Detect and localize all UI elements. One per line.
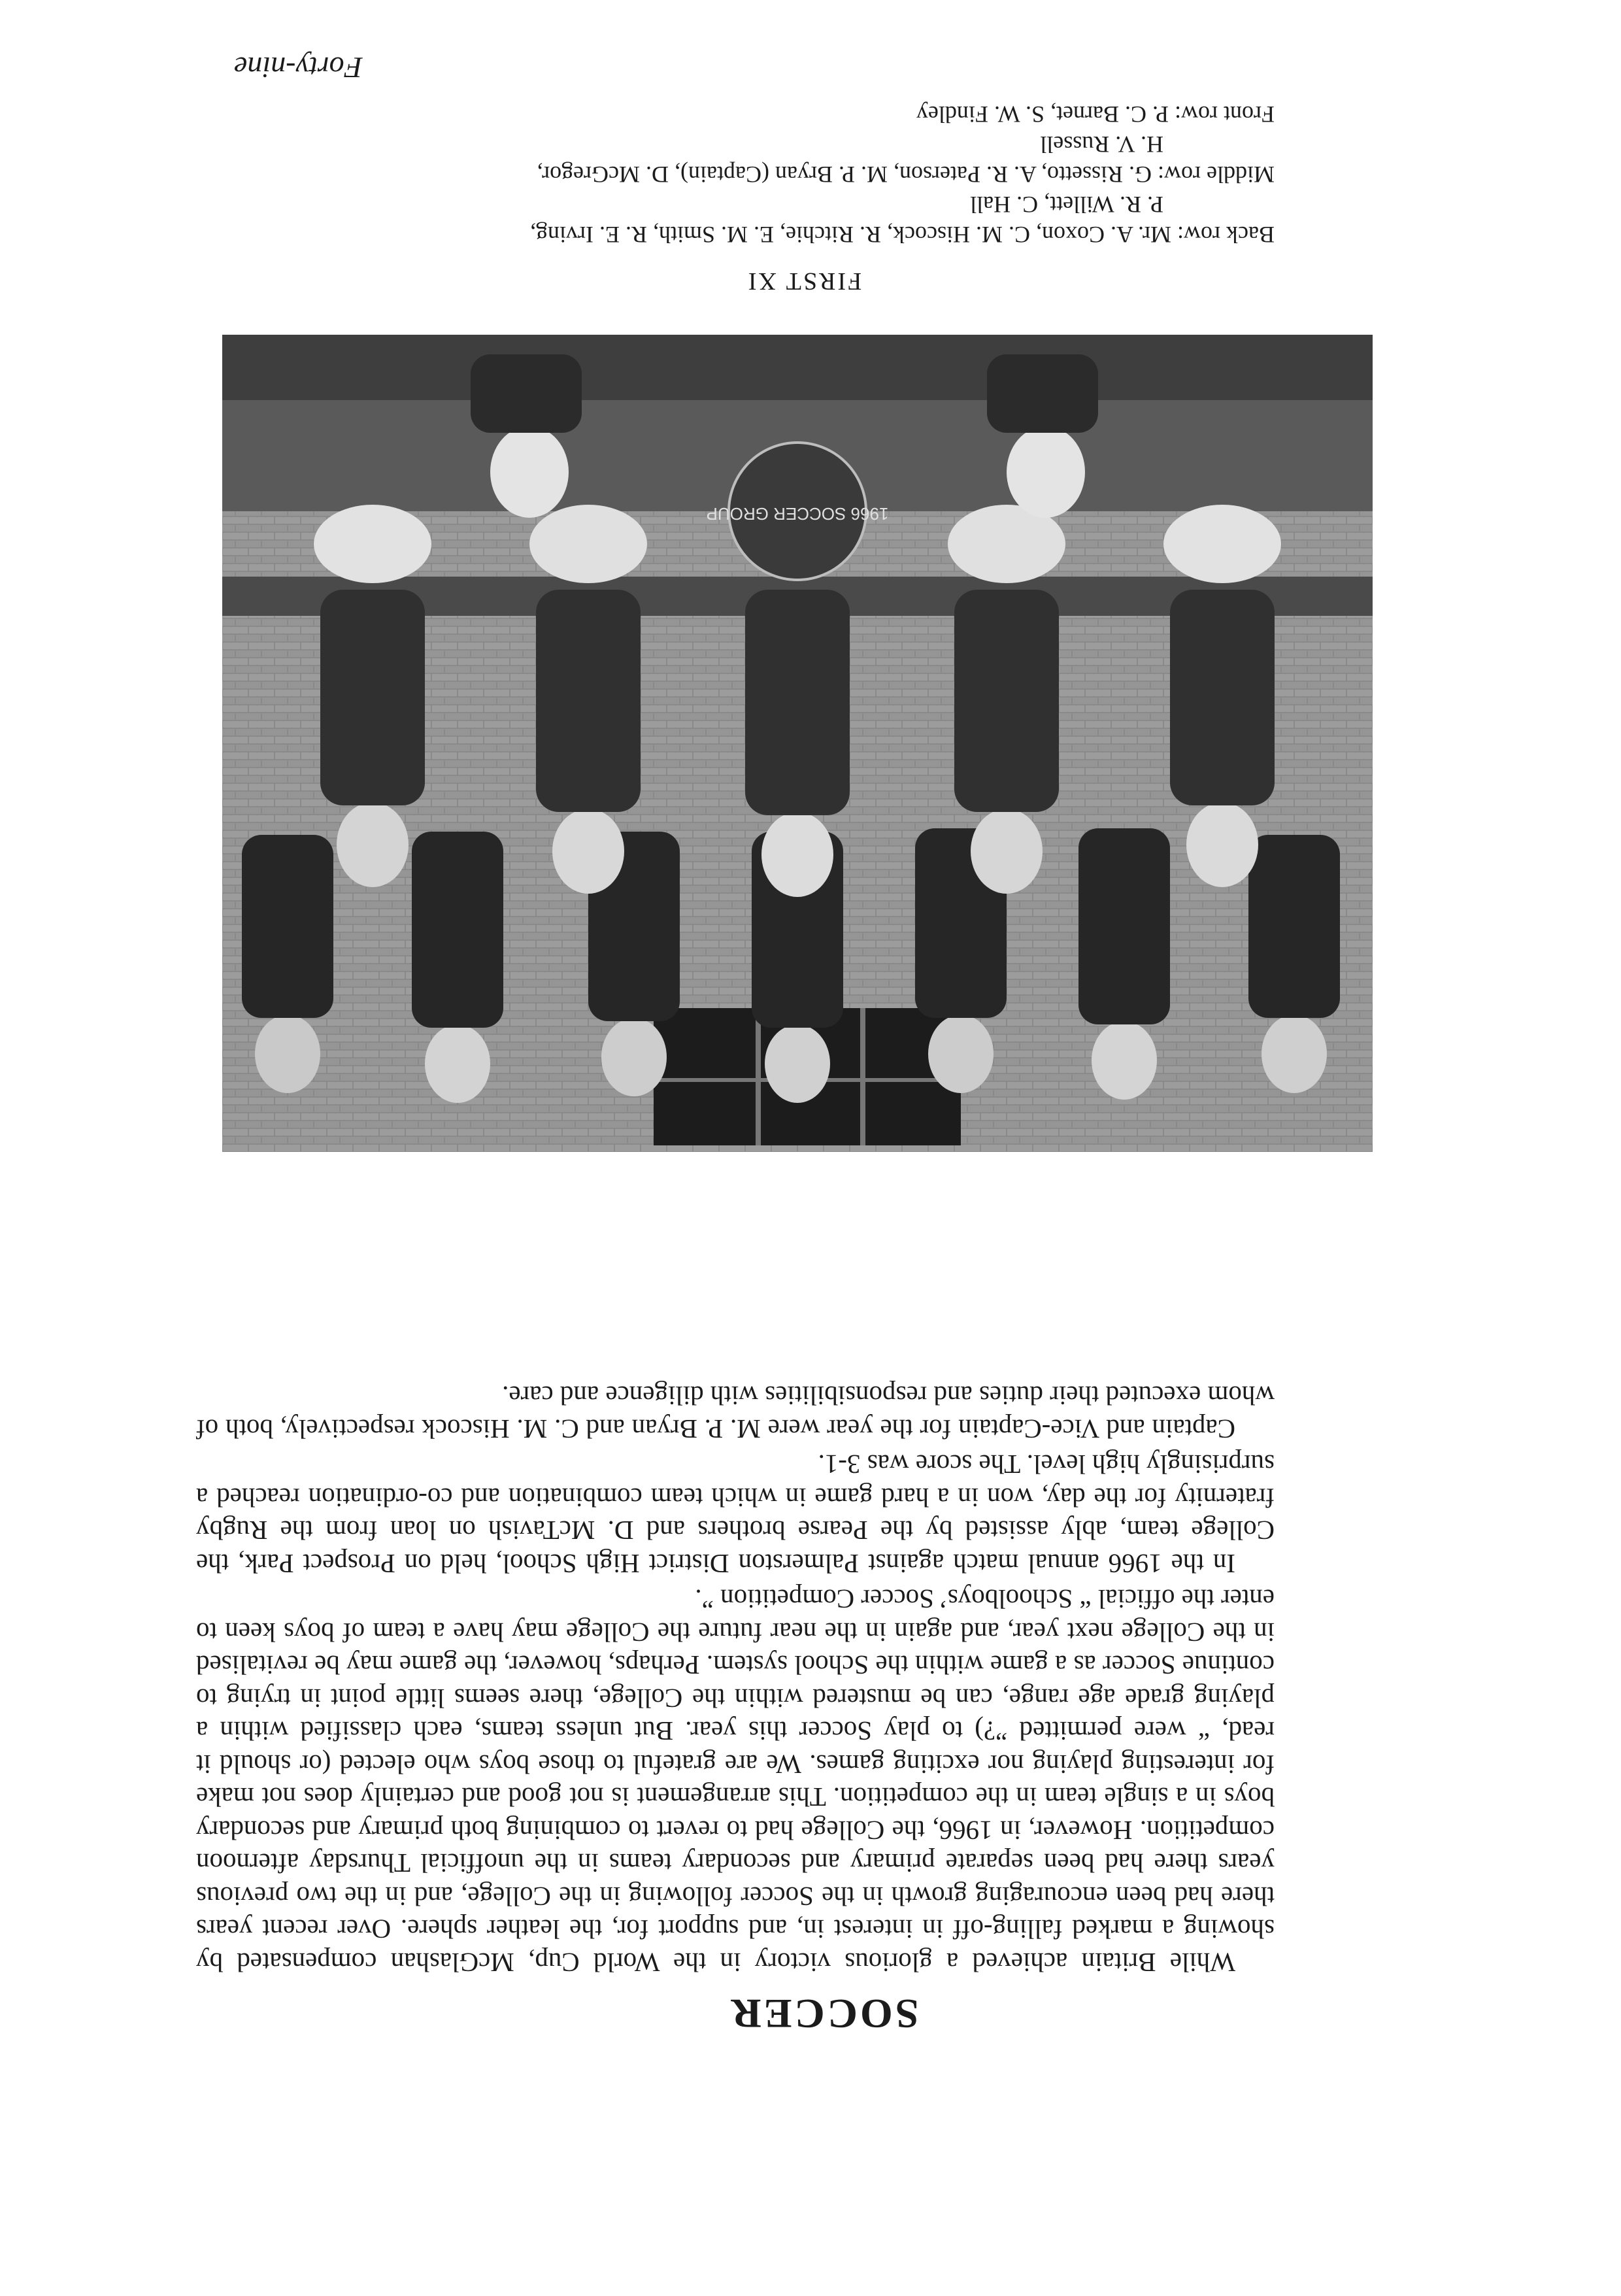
paragraph: Captain and Vice-Captain for the year were M. P. Bryan and C. M. Hiscock respectively, both of whom executed their duties and responsibilities with diligence and care.	[196, 1381, 1275, 1444]
caption-row-label: Middle row:	[1158, 161, 1275, 188]
ball-label: 1966 SOCCER GROUP	[706, 504, 889, 524]
photo-caption	[255, 99, 1275, 250]
article-body	[196, 1377, 1275, 1979]
paragraph: While Britain achieved a glorious victory in the World Cup, McGlashan compensated by showing a marked falling-off in interest in, and support for, the leather sphere. Over recent years there had been encouraging growth in the Soccer following in the College, and in the two previous years there had been separate primary and secondary teams in the unofficial Thursday afternoon competition. However, in 1966, the College had to revert to combining both primary and secondary boys in a single team in the competition. This arrangement is not good and certainly does not make for interesting playing nor exciting games. We are grateful to those boys who elected (or should it read, “ were permitted ”?) to play Soccer this year. But unless teams, each classified within a playing grade age range, can be mustered within the College, there seems little point in trying to continue Soccer as a game within the School system. Perhaps, however, the game may be revitalised in the College next year, and again in the near future the College may have a team of boys keen to enter the official “ Schoolboys’ Soccer Competition ”.	[196, 1584, 1275, 1978]
page-heading: SOCCER	[728, 1991, 919, 2037]
caption-middle-row	[255, 129, 1275, 190]
caption-row-label: Back row:	[1177, 222, 1275, 248]
caption-names-continued: H. V. Russell	[1040, 131, 1163, 158]
team-photo-graphic	[222, 335, 1373, 1152]
page-number: Forty-nine	[234, 51, 363, 84]
caption-row-label: Front row:	[1175, 101, 1275, 127]
photo-caption-title: FIRST XI	[746, 267, 862, 295]
caption-names: G. Rissetto, A. R. Paterson, M. P. Bryan (Captain), D. McGregor,	[537, 161, 1152, 188]
paragraph: In the 1966 annual match against Palmerston District High School, held on Prospect Park, the College team, ably assisted by the Pearse brothers and D. McTavish on loan from the Rugby fraternity for the day, won in a hard game in which team combination and co-ordination reached a surprisingly high level. The score was 3-1.	[196, 1449, 1275, 1579]
caption-names: P. C. Barnet, S. W. Findley	[916, 101, 1169, 127]
caption-names-continued: P. R. Willett, C. Hall	[970, 192, 1163, 218]
team-photo	[222, 335, 1373, 1152]
caption-back-row	[255, 190, 1275, 250]
caption-front-row	[255, 99, 1275, 129]
caption-names: Mr. A. Coxon, C. M. Hiscock, R. Ritchie, E. M. Smith, R. E. Irving,	[530, 222, 1172, 248]
